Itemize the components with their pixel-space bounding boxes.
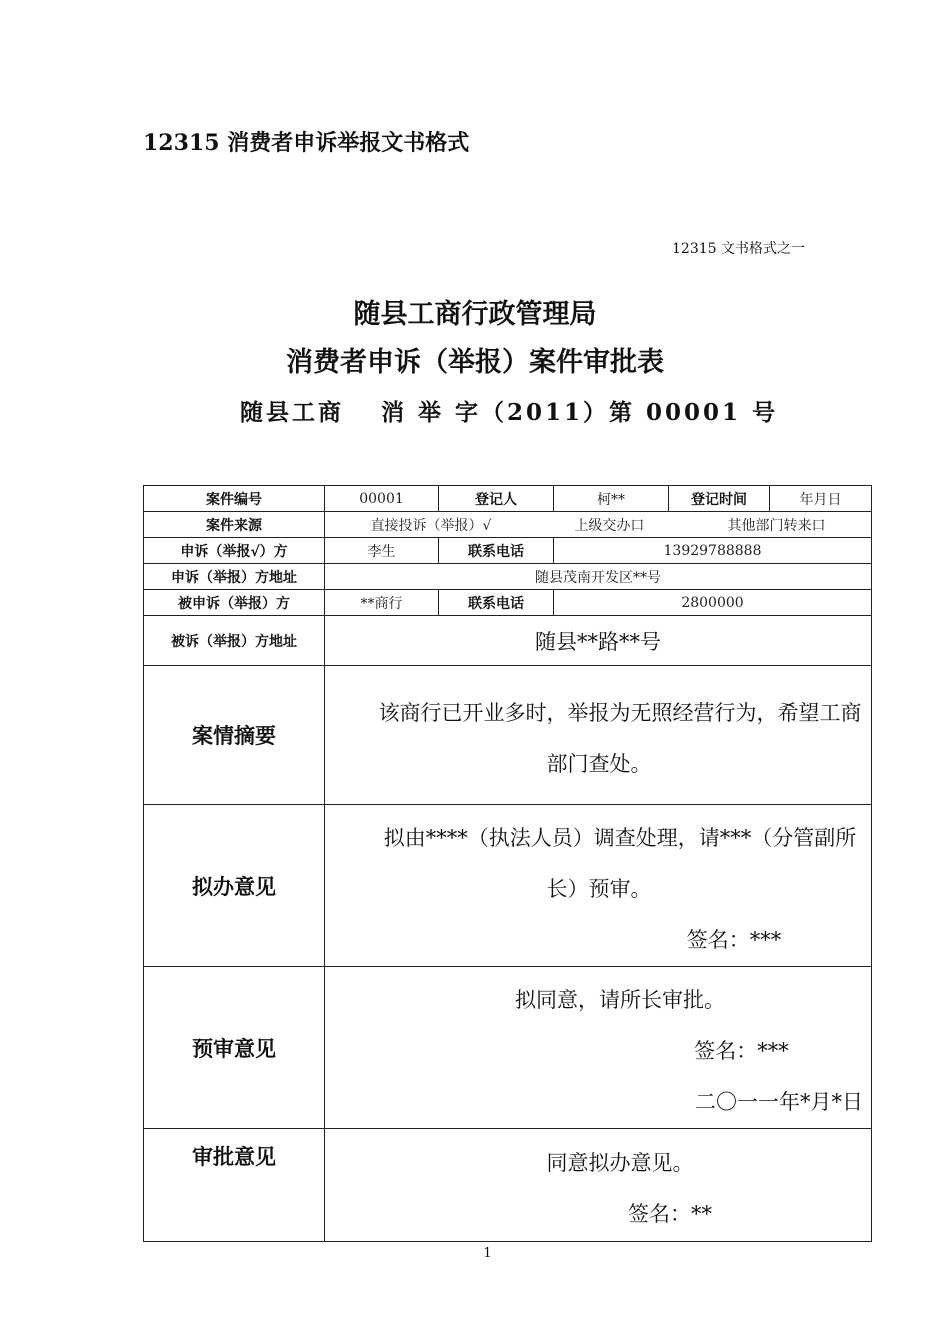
source-options bbox=[325, 512, 872, 538]
case-no-value: 00001 bbox=[325, 486, 439, 512]
proposal-label: 拟办意见 bbox=[144, 805, 325, 967]
respondent-addr: 随县**路**号 bbox=[325, 616, 872, 666]
preview-date: 二〇一一年*月*日 bbox=[695, 1090, 863, 1114]
form-title: 消费者申诉（举报）案件审批表 bbox=[286, 347, 664, 378]
respondent-addr-label: 被诉（举报）方地址 bbox=[144, 616, 325, 666]
table-row bbox=[144, 486, 872, 512]
table-row bbox=[144, 512, 872, 538]
complainant-addr: 随县茂南开发区**号 bbox=[325, 564, 872, 590]
bureau-name: 随县工商行政管理局 bbox=[353, 299, 597, 330]
table-row bbox=[144, 666, 872, 805]
summary-label: 案情摘要 bbox=[144, 666, 325, 805]
page-number: 1 bbox=[483, 1246, 492, 1261]
reg-time-value: 年月日 bbox=[770, 486, 872, 512]
case-no-label: 案件编号 bbox=[144, 486, 325, 512]
source-option: 其他部门转来口 bbox=[727, 517, 826, 534]
approval-text: 同意拟办意见。 bbox=[546, 1151, 694, 1175]
table-row bbox=[144, 590, 872, 616]
source-option: 直接投诉（举报）√ bbox=[370, 517, 492, 534]
table-row bbox=[144, 564, 872, 590]
phone-label: 联系电话 bbox=[439, 538, 554, 564]
respondent-value: **商行 bbox=[325, 590, 439, 616]
complainant-phone: 13929788888 bbox=[554, 538, 872, 564]
proposal-cell bbox=[325, 805, 872, 967]
proposal-text: 拟由****（执法人员）调查处理，请***（分管副所长）预审。 bbox=[383, 826, 857, 901]
summary-text: 该商行已开业多时，举报为无照经营行为，希望工商部门查处。 bbox=[378, 701, 862, 776]
complainant-addr-label: 申诉（举报）方地址 bbox=[144, 564, 325, 590]
summary-cell bbox=[325, 666, 872, 805]
reg-time-label: 登记时间 bbox=[669, 486, 770, 512]
table-row bbox=[144, 967, 872, 1129]
complainant-label: 申诉（举报√）方 bbox=[144, 538, 325, 564]
preview-cell bbox=[325, 967, 872, 1129]
proposal-signature: 签名：*** bbox=[686, 928, 782, 952]
preview-text: 拟同意，请所长审批。 bbox=[515, 988, 725, 1012]
table-row bbox=[144, 1129, 872, 1242]
registrar-value: 柯** bbox=[554, 486, 669, 512]
form-number-label: 12315 文书格式之一 bbox=[672, 241, 805, 257]
approval-signature: 签名：** bbox=[628, 1202, 712, 1226]
phone-label: 联系电话 bbox=[439, 590, 554, 616]
table-row bbox=[144, 805, 872, 967]
respondent-phone: 2800000 bbox=[554, 590, 872, 616]
source-option: 上级交办口 bbox=[574, 517, 645, 534]
preview-signature: 签名：*** bbox=[694, 1039, 789, 1063]
approval-form-table bbox=[143, 485, 872, 1242]
preview-label: 预审意见 bbox=[144, 967, 325, 1129]
document-title: 12315 消费者申诉举报文书格式 bbox=[143, 130, 470, 156]
table-row bbox=[144, 538, 872, 564]
approval-cell bbox=[325, 1129, 872, 1242]
respondent-label: 被申诉（举报）方 bbox=[144, 590, 325, 616]
table-row bbox=[144, 616, 872, 666]
source-label: 案件来源 bbox=[144, 512, 325, 538]
approval-label: 审批意见 bbox=[144, 1129, 325, 1242]
registrar-label: 登记人 bbox=[439, 486, 554, 512]
document-number: 随县工商 消 举 字（2011）第 00001 号 bbox=[240, 399, 779, 426]
complainant-value: 李生 bbox=[325, 538, 439, 564]
